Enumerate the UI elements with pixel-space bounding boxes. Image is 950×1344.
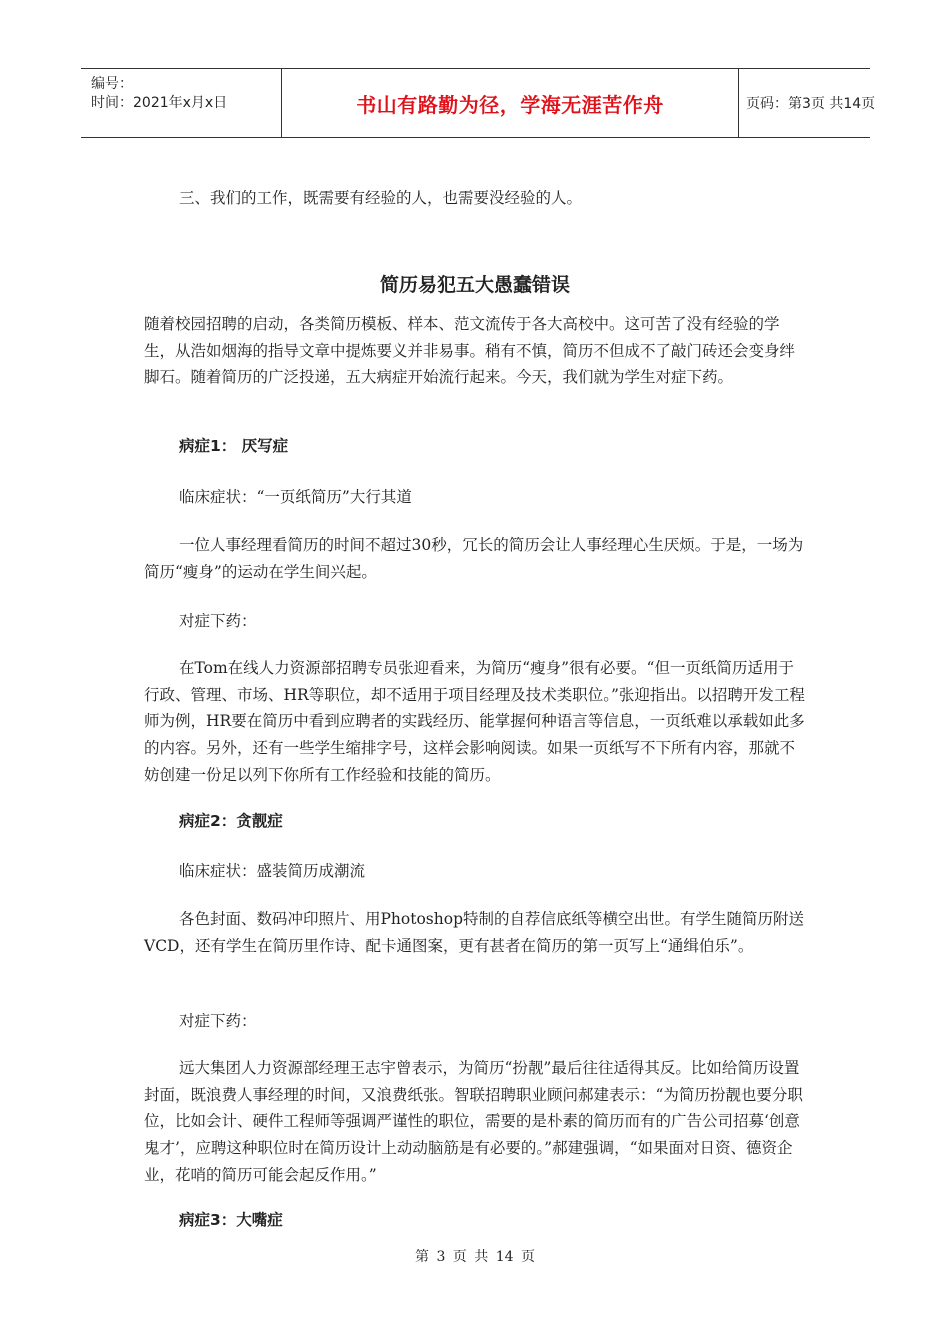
intro-line: 三、我们的工作，既需要有经验的人，也需要没经验的人。 bbox=[179, 189, 583, 207]
header-meta-cell bbox=[81, 69, 281, 137]
section-2-body: 各色封面、数码冲印照片、用Photoshop特制的自荐信底纸等横空出世。有学生随简历附送VCD，还有学生在简历里作诗、配卡通图案，更有甚者在简历的第一页写上“通缉伯乐”。 bbox=[144, 910, 804, 955]
section-3-heading: 病症3：大嘴症 bbox=[179, 1211, 283, 1229]
lead-paragraph: 随着校园招聘的启动，各类简历模板、样本、范文流传于各大高校中。这可苦了没有经验的学生，从浩如烟海的指导文章中提炼要义并非易事。稍有不慎，简历不但成不了敲门砖还会变身绊脚石。随着简历的广泛投递，五大病症开始流行起来。今天，我们就为学生对症下药。 bbox=[144, 315, 796, 387]
header-motto-cell bbox=[281, 69, 739, 137]
section-1-heading: 病症1： 厌写症 bbox=[179, 437, 289, 455]
article-title: 简历易犯五大愚蠢错误 bbox=[379, 274, 570, 296]
number-label: 编号： bbox=[91, 76, 133, 92]
page-footer: 第 3 页 共 14 页 bbox=[415, 1249, 535, 1265]
section-2-symptom: 临床症状：盛装简历成潮流 bbox=[179, 862, 366, 880]
section-1-symptom: 临床症状：“一页纸简历”大行其道 bbox=[179, 488, 412, 506]
section-1-rx-label: 对症下药： bbox=[179, 612, 257, 630]
motto: 书山有路勤为径，学海无涯苦作舟 bbox=[356, 92, 664, 117]
section-2-heading: 病症2：贪靓症 bbox=[179, 812, 283, 830]
section-1-rx: 在Tom在线人力资源部招聘专员张迎看来，为简历“瘦身”很有必要。“但一页纸简历适用于行政、管理、市场、HR等职位，却不适用于项目经理及技术类职位。”张迎指出。以招聘开发工程师为例，HR要在简历中看到应聘者的实践经历、能掌握何种语言等信息，一页纸难以承载如此多的内容。另外，还有一些学生缩排字号，这样会影响阅读。如果一页纸写不下所有内容，那就不妨创建一份足以列下你所有工作经验和技能的简历。 bbox=[144, 659, 805, 784]
page-header bbox=[81, 68, 876, 138]
section-2-rx: 远大集团人力资源部经理王志宇曾表示，为简历“扮靓”最后往往适得其反。比如给简历设置封面，既浪费人事经理的时间，又浪费纸张。智联招聘职业顾问郝建表示：“为简历扮靓也要分职位，比如会计、硬件工程师等强调严谨性的职位，需要的是朴素的简历而有的广告公司招募‘创意鬼才’，应聘这种职位时在简历设计上动动脑筋是有必要的。”郝建强调，“如果面对日资、德资企业，花哨的简历可能会起反作用。” bbox=[144, 1059, 803, 1184]
date-line: 时间：2021年x月x日 bbox=[91, 95, 228, 111]
header-page-cell bbox=[738, 69, 878, 137]
section-2-rx-label: 对症下药： bbox=[179, 1012, 257, 1030]
page-info: 页码：第3页 共14页 bbox=[746, 96, 876, 112]
section-1-body: 一位人事经理看简历的时间不超过30秒，冗长的简历会让人事经理心生厌烦。于是，一场为简历“瘦身”的运动在学生间兴起。 bbox=[144, 536, 804, 581]
